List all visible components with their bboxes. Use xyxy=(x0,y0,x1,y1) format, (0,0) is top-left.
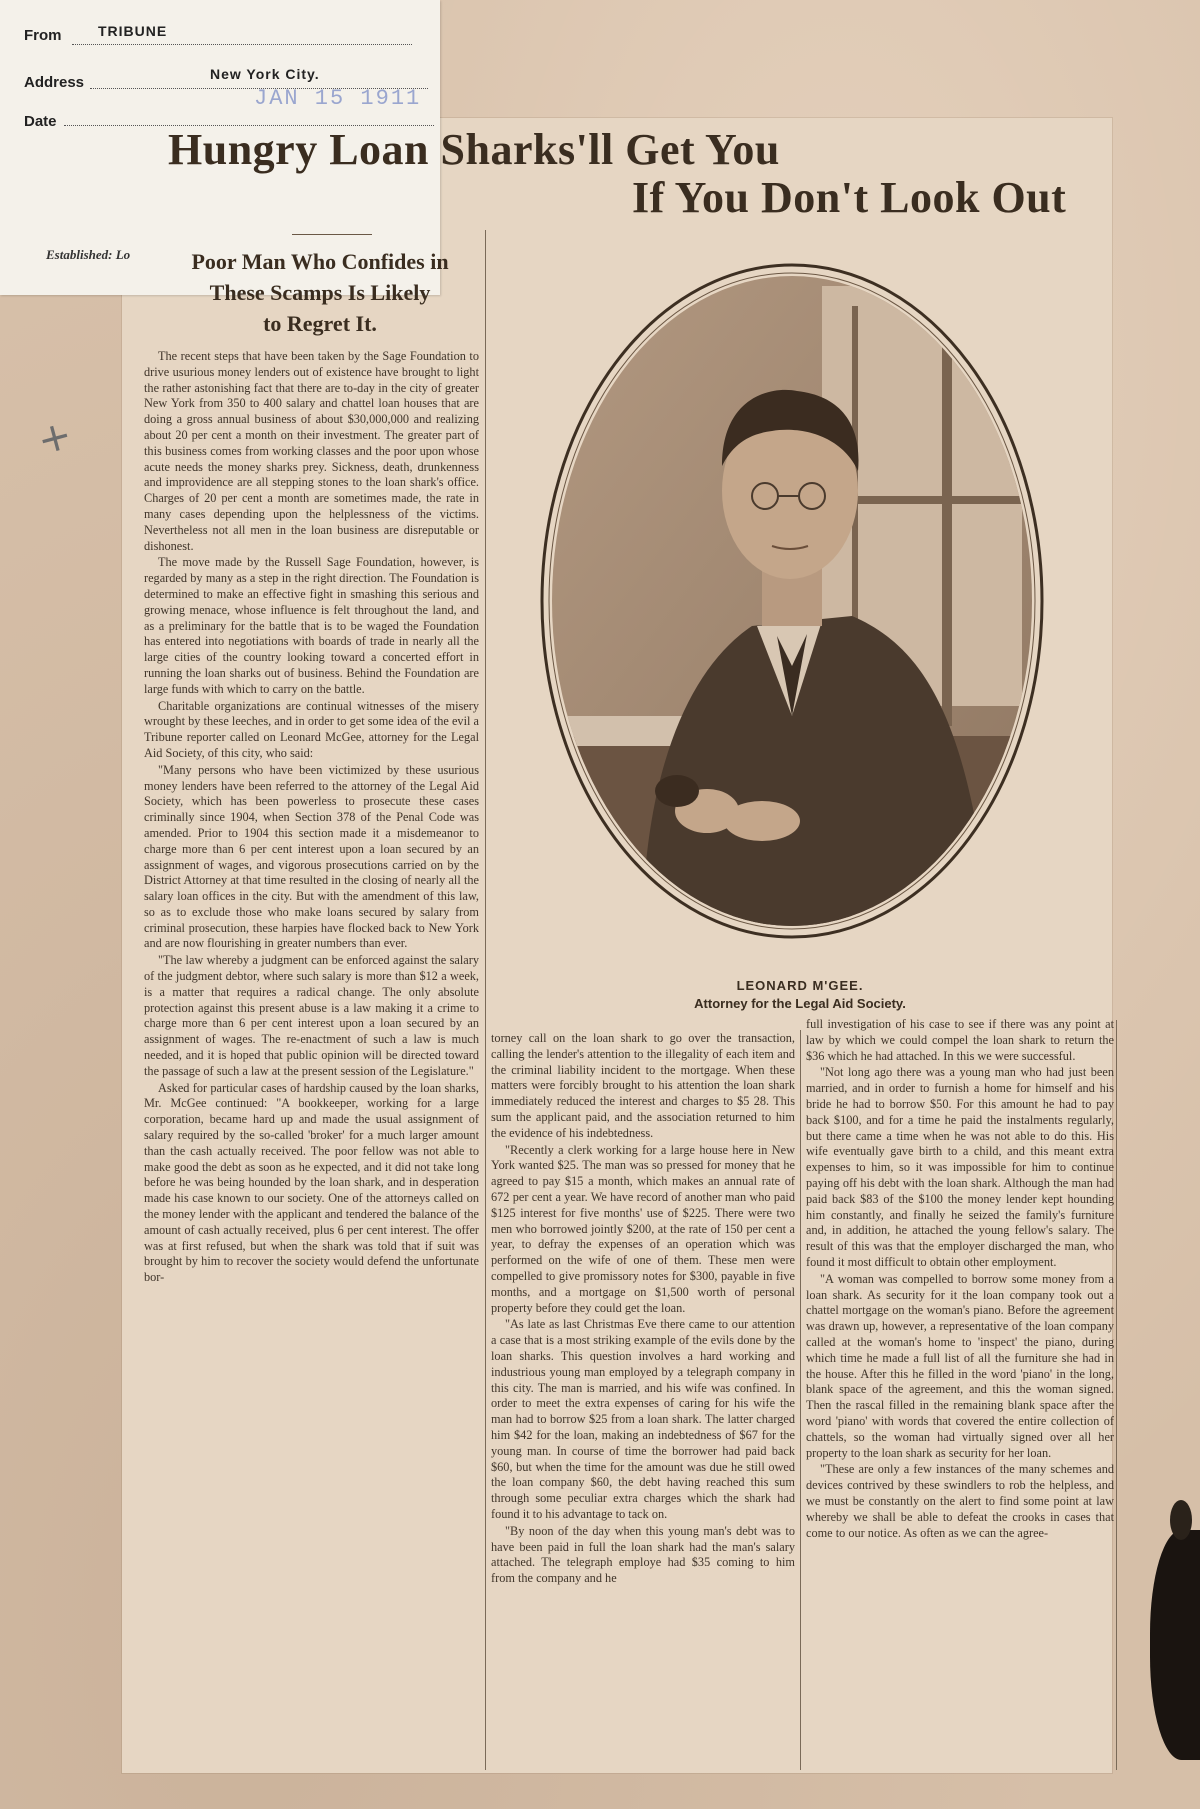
from-line xyxy=(72,44,412,45)
column-rule-1 xyxy=(485,230,486,1770)
col2-paragraph-4: "By noon of the day when this young man's debt was to have been paid in full the loan shark had the man's salary attached. The telegraph employe had $35 coming to him from the company and he xyxy=(491,1523,795,1586)
col3-paragraph-4: "These are only a few instances of the many schemes and devices contrived by these swindlers to rob the helpless, and we must be constantly on the alert to find some point at law whereby we shall be able to defeat the crooks in cases that come to our notice. As often as we can the agree- xyxy=(806,1462,1114,1540)
col2-paragraph-1: torney call on the loan shark to go over the transaction, calling the lender's attention to the illegality of each item and the criminal liability incident to the mortgage. When these matters were forcibly brought to his attention the loan shark immediately reduced the interest and charges to $5 28. This sum the applicant paid, and the association returned to him the evidence of his indebtedness. xyxy=(491,1031,795,1140)
subheadline xyxy=(150,246,490,339)
subhead-line-1: Poor Man Who Confides in xyxy=(191,249,449,274)
subhead-line-3: to Regret It. xyxy=(263,311,377,336)
col3-paragraph-2: "Not long ago there was a young man who had just been married, and in order to furnish a home for himself and his bride he had to borrow $50. For this amount he had to pay back $100, and for a time he paid the instalments regularly, but there came a time when he was not able to do this. His wife eventually gave birth to a child, and this meant extra expenses to him, so it was impossible for him to continue paying off his debt with the loan shark. Although the man had paid back $83 of the $100 the money lender kept hounding him constantly, and finally he seized the family's furniture and, in addition, he attached the young fellow's salary. The result of this was that the employer discharged the man, who found it most difficult to obtain other employment. xyxy=(806,1065,1114,1269)
date-stamp: JAN 15 1911 xyxy=(254,86,422,111)
article-column-1 xyxy=(144,349,479,1764)
portrait-caption-title: Attorney for the Legal Aid Society. xyxy=(694,996,906,1011)
portrait-illustration xyxy=(522,246,1062,956)
column-rule-2 xyxy=(800,1030,801,1770)
ink-spot xyxy=(1170,1500,1192,1540)
column-rule-3 xyxy=(1116,1020,1117,1770)
ink-stain xyxy=(1150,1530,1200,1760)
address-value: New York City. xyxy=(210,66,320,82)
col3-paragraph-1: full investigation of his case to see if there was any point at law by which we could compel the loan shark to return the $36 which he had attached. In this we were successful. xyxy=(806,1017,1114,1063)
col2-paragraph-3: "As late as last Christmas Eve there came to our attention a case that is a most striking example of the evils done by the loan sharks. This question involves a hard working and industrious young man employed by a telegraph company in this city. The man is married, and his wife was confined. In order to meet the extra expenses of caring for his wife the man had to borrow $25 from a loan shark. The latter charged him $42 for the loan, making an indebtedness of $67 for the young man. In course of time the borrower had paid back $60, but when the time for the amount was due he still owed the loan company $60, the debt having reached this sum through some peculiar extra charges which the shark had found it to his advantage to tack on. xyxy=(491,1317,795,1521)
col1-paragraph-6: Asked for particular cases of hardship caused by the loan sharks, Mr. McGee continued: "A bookkeeper, working for a large corporation, became hard up and made the usual assignment of salary required by the so-called 'broker' for a much larger amount than the cash actually received. The poor fellow was not able to make good the debt as soon as he expected, and it did not take long before he was being hounded by the loan shark, and in desperation made his case known to our society. One of the attorneys called on the money lender with the applicant and tendered the balance of the amount of cash actually received, plus 6 per cent interest. The offer was at first refused, but when the shark was told that if suit was brought by him to recover the society would defend the unfortunate bor- xyxy=(144,1080,479,1285)
from-label: From xyxy=(24,27,62,44)
col1-paragraph-1: The recent steps that have been taken by the Sage Foundation to drive usurious money lenders out of existence have brought to light the rather astonishing fact that there are to-day in the city of greater New York from 350 to 400 salary and chattel loan houses that are doing a gross annual business of about $30,000,000 and realizing about 20 per cent a month on their investment. The greater part of this business comes from working classes and the poor upon whose acute needs the money sharks prey. Sickness, death, drunkenness and improvidence are all stepping stones to the loan shark's office. Charges of 20 per cent a month are sometimes made, the rate in many cases depending upon the helplessness of the victims. Nevertheless not all men in the loan business are disreputable or dishonest. xyxy=(144,349,479,553)
address-label: Address xyxy=(24,74,85,91)
col1-paragraph-5: "The law whereby a judgment can be enforced against the salary of the judgment debtor, where such salary is more than $12 a week, is a matter that requires a radical change. The only absolute protection against this present abuse is a law making it a crime to charge more than 6 per cent interest upon a loan secured by an assignment of wages. The re-enactment of such a law is much needed, and it is hoped that public opinion will be directed toward the passage of such a law at the present session of the Legislature." xyxy=(144,953,479,1078)
col1-paragraph-3: Charitable organizations are continual witnesses of the misery wrought by these leeches, and in order to get some idea of the evil a Tribune reporter called on Leonard McGee, attorney for the Legal Aid Society, of this city, who said: xyxy=(144,698,479,760)
col3-paragraph-3: "A woman was compelled to borrow some money from a loan shark. As security for it the loan company took out a chattel mortgage on the woman's piano. Before the agreement was drawn up, however, a representative of the loan company called at the woman's home to 'inspect' the piano, during which time he made a full list of all the furniture she had in the house. After this he filled in the word 'piano' in the long, blank space of the agreement, and this the woman signed. Then the rascal filled in the remaining blank space after the word 'piano' with words that covered the entire collection of chattels, so the woman had virtually signed over all her property to the loan shark as security for her loan. xyxy=(806,1271,1114,1460)
headline-rule xyxy=(292,234,372,235)
headline-line-1: Hungry Loan Sharks'll Get You xyxy=(168,125,780,174)
pencil-mark: + xyxy=(32,411,77,465)
article-column-3 xyxy=(806,1017,1114,1769)
subhead-line-2: These Scamps Is Likely xyxy=(209,280,431,305)
article-column-2 xyxy=(491,1031,795,1769)
from-value: TRIBUNE xyxy=(98,23,168,39)
date-label: Date xyxy=(24,113,57,130)
portrait-caption-name: LEONARD M'GEE. xyxy=(736,978,864,993)
col1-paragraph-4: "Many persons who have been victimized by these usurious money lenders have been referred to the attorney of the Legal Aid Society, which has been powerless to prosecute these cases criminally since 1904, when Section 378 of the Penal Code was amended. Prior to 1904 this section made it a misdemeanor to charge more than 6 per cent interest upon a loan secured by an assignment of wages, and vigorous prosecutions carried on by the District Attorney at that time resulted in the closing of nearly all the salary loan offices in the city. But with the amendment of this law, so as to exclude those who make loans secured by salary from criminal prosecution, these harpies have flocked back to New York and are now flourishing in greater numbers than ever. xyxy=(144,762,479,951)
col2-paragraph-2: "Recently a clerk working for a large house here in New York wanted $25. The man was so pressed for money that he agreed to pay $15 a month, which makes an annual rate of 672 per cent a year. We have record of another man who paid $125 interest for five months' use of $225. There were two men who borrowed jointly $200, at the rate of 150 per cent a year, to defray the expenses of an operation which was performed on the wife of one of them. These men were compelled to give promissory notes for $300, payable in five months, and a mortgage on $1,500 worth of personal property before they could get the loan. xyxy=(491,1142,795,1315)
col1-paragraph-2: The move made by the Russell Sage Foundation, however, is regarded by many as a step in the right direction. The Foundation is determined to make an effective fight in smashing this serious and growing menace, whose influence is felt throughout the land, and as a preliminary for the battle that is to be waged the Foundation has entered into negotiations with boards of trade in nearly all the large cities of the country looking toward a concerted effort in running the loan sharks out of business. Behind the Foundation are large funds with which to carry on the battle. xyxy=(144,555,479,696)
headline-line-2: If You Don't Look Out xyxy=(632,173,1067,222)
established-label: Established: Lo xyxy=(46,247,131,262)
portrait-photo xyxy=(522,246,1062,956)
